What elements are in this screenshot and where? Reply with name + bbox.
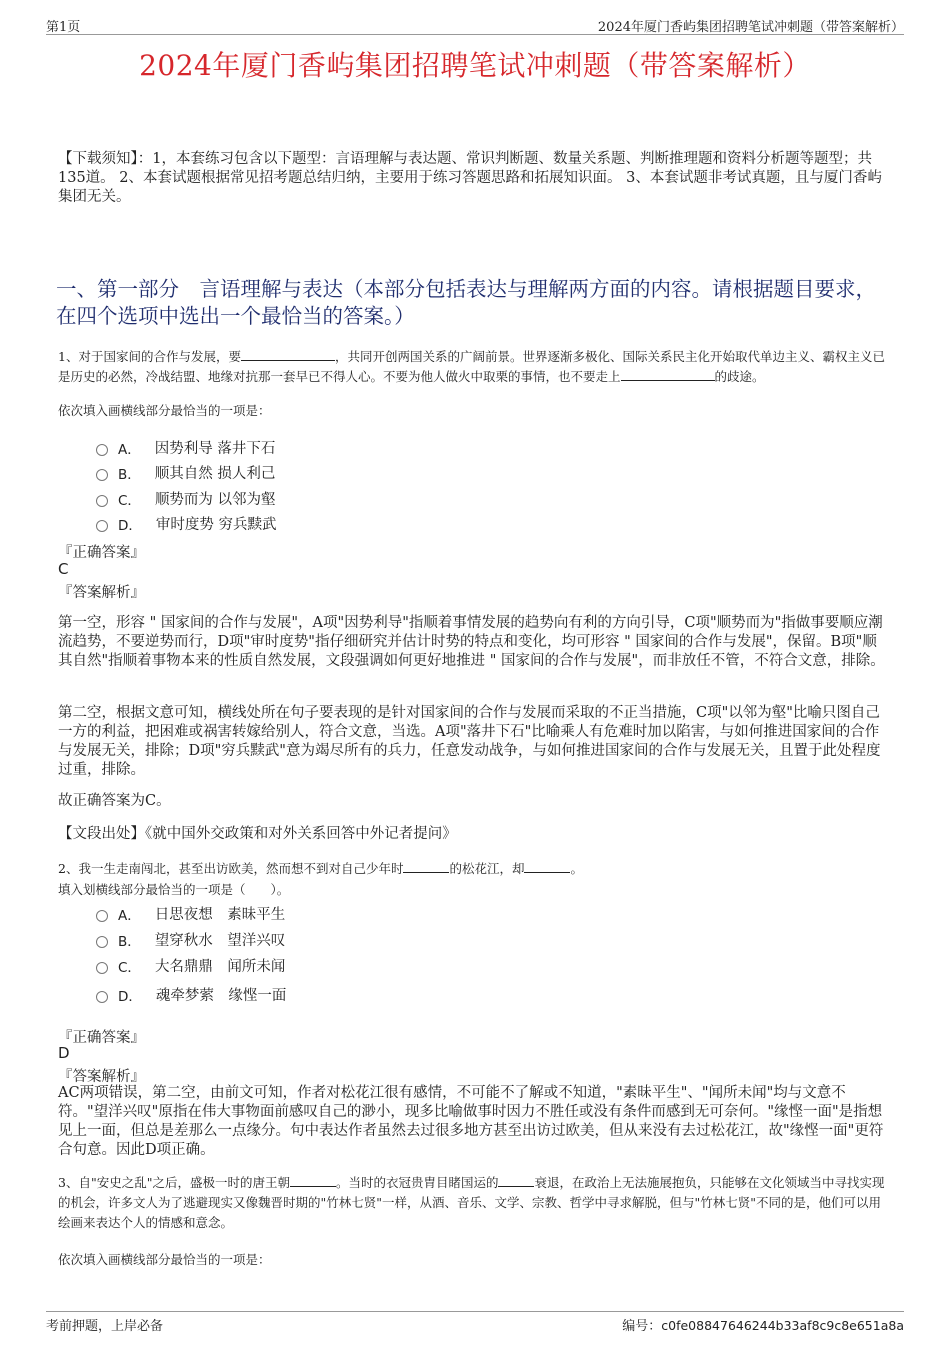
- blank: [403, 859, 449, 873]
- section-heading: 一、第一部分 言语理解与表达（本部分包括表达与理解两方面的内容。请根据题目要求，在四个选项中选出一个最恰当的答案。）: [56, 277, 876, 328]
- radio-icon[interactable]: [96, 936, 108, 948]
- question-1-conclusion: 故正确答案为C。: [58, 793, 171, 809]
- question-2-option-a[interactable]: A． 日思夜想 素昧平生: [96, 903, 285, 924]
- page-header: [46, 14, 904, 35]
- blank: [498, 1173, 534, 1187]
- question-2-analysis: AC两项错误，第二空，由前文可知，作者对松花江很有感情，不可能不了解或不知道，"素昧平生"、"闻所未闻"均与文意不符。"望洋兴叹"原指在伟大事物面前感叹自己的渺小，现多比喻做事时因力不胜任或没有条件而感到无可奈何。"缘悭一面"是指想见上一面，但总是差那么一点缘分。句中表达作者虽然去过很多地方甚至出访过欧美，但从来没有去过松花江，故"缘悭一面"更符合句意。因此D项正确。: [58, 1085, 884, 1158]
- correct-answer-label: 『正确答案』: [58, 1030, 145, 1046]
- document-title: 2024年厦门香屿集团招聘笔试冲刺题（带答案解析）: [139, 49, 811, 82]
- question-1-analysis-1: 第一空，形容 " 国家间的合作与发展"，A项"因势利导"指顺着事情发展的趋势向有利的方向引导，C项"顺势而为"指做事要顺应潮流趋势，不要逆势而行，D项"审时度势"指仔细研究并估计时势的特点和变化，均可形容 " 国家间的合作与发展"，保留。B项"顺其自然"指顺着事物本来的性质自然发展，文段强调如何更好地推进 " 国家间的合作与发展"，而非放任不管，不符合文意，排除。: [58, 615, 885, 669]
- footer-slogan: 考前押题，上岸必备: [46, 1319, 164, 1334]
- question-1-answer: C: [58, 560, 69, 578]
- question-1-stem: 1、对于国家间的合作与发展，要 ，共同开创两国关系的广阔前景。世界逐渐多极化、国际关系民主化开始取代单边主义、霸权主义已是历史的必然，冷战结盟、地缘对抗那一套早已不得人心。不要为他人做火中取栗的事情，也不要走上 的歧途。: [58, 349, 885, 384]
- radio-icon[interactable]: [96, 495, 108, 507]
- analysis-label: 『答案解析』: [58, 585, 145, 601]
- correct-answer-label: 『正确答案』: [58, 545, 145, 561]
- question-3-stem: 3、自"安史之乱"之后，盛极一时的唐王朝 。当时的衣冠贵胄目睹国运的 衰退，在政治上无法施展抱负，只能够在文化领域当中寻找实现的机会，许多文人为了逃避现实又像魏晋时期的"竹林七贤"一样，从酒、音乐、文学、宗教、哲学中寻求解脱，但与"竹林七贤"不同的是，他们可以用绘画来表达个人的情感和意念。: [58, 1175, 885, 1230]
- question-2-option-b[interactable]: B． 望穿秋水 望洋兴叹: [96, 929, 285, 950]
- radio-icon[interactable]: [96, 910, 108, 922]
- footer-code: 编号：c0fe08847646244b33af8c9c8e651a8a: [622, 1318, 904, 1334]
- blank: [290, 1173, 336, 1187]
- question-2-hint: 填入划横线部分最恰当的一项是（ ）。: [58, 882, 290, 897]
- blank: [524, 859, 570, 873]
- question-1-source: 【文段出处】《就中国外交政策和对外关系回答中外记者提问》: [58, 826, 457, 842]
- page-number: 第1页: [46, 20, 81, 35]
- question-1-option-c[interactable]: C． 顺势而为 以邻为壑: [96, 488, 276, 509]
- blank: [621, 367, 715, 381]
- blank: [241, 347, 335, 361]
- analysis-label: 『答案解析』: [58, 1069, 145, 1085]
- radio-icon[interactable]: [96, 444, 108, 456]
- question-2-option-d[interactable]: D． 魂牵梦萦 缘悭一面: [96, 984, 286, 1005]
- header-doc-title: 2024年厦门香屿集团招聘笔试冲刺题（带答案解析）: [597, 20, 904, 35]
- question-1-option-d[interactable]: D． 审时度势 穷兵黩武: [96, 513, 277, 534]
- radio-icon[interactable]: [96, 520, 108, 532]
- download-notice: 【下载须知】：1，本套练习包含以下题型：言语理解与表达题、常识判断题、数量关系题、判断推理题和资料分析题等题型；共135道。 2、本套试题根据常见招考题总结归纳，主要用于练习答题思路和拓展知识面。 3、本套试题非考试真题，且与厦门香屿集团无关。: [58, 151, 882, 205]
- question-2-option-c[interactable]: C． 大名鼎鼎 闻所未闻: [96, 955, 285, 976]
- question-1-hint: 依次填入画横线部分最恰当的一项是：: [58, 403, 271, 418]
- question-2-stem: 2、我一生走南闯北，甚至出访欧美，然而想不到对自己少年时 的松花江，却 。: [58, 861, 583, 876]
- radio-icon[interactable]: [96, 991, 108, 1003]
- radio-icon[interactable]: [96, 469, 108, 481]
- question-1-option-a[interactable]: A． 因势利导 落井下石: [96, 437, 275, 458]
- radio-icon[interactable]: [96, 962, 108, 974]
- question-2-answer: D: [58, 1044, 70, 1062]
- question-1-analysis-2: 第二空，根据文意可知，横线处所在句子要表现的是针对国家间的合作与发展而采取的不正当措施，C项"以邻为壑"比喻只图自己一方的利益，把困难或祸害转嫁给别人，符合文意，当选。A项"落井下石"比喻乘人有危难时加以陷害，与如何推进国家间的合作与发展无关，排除；D项"穷兵黩武"意为竭尽所有的兵力，任意发动战争，与如何推进国家间的合作与发展无关，且置于此处程度过重，排除。: [58, 705, 881, 778]
- question-1-option-b[interactable]: B． 顺其自然 损人利己: [96, 462, 275, 483]
- question-3-hint: 依次填入画横线部分最恰当的一项是：: [58, 1252, 271, 1267]
- page-footer: [46, 1311, 904, 1334]
